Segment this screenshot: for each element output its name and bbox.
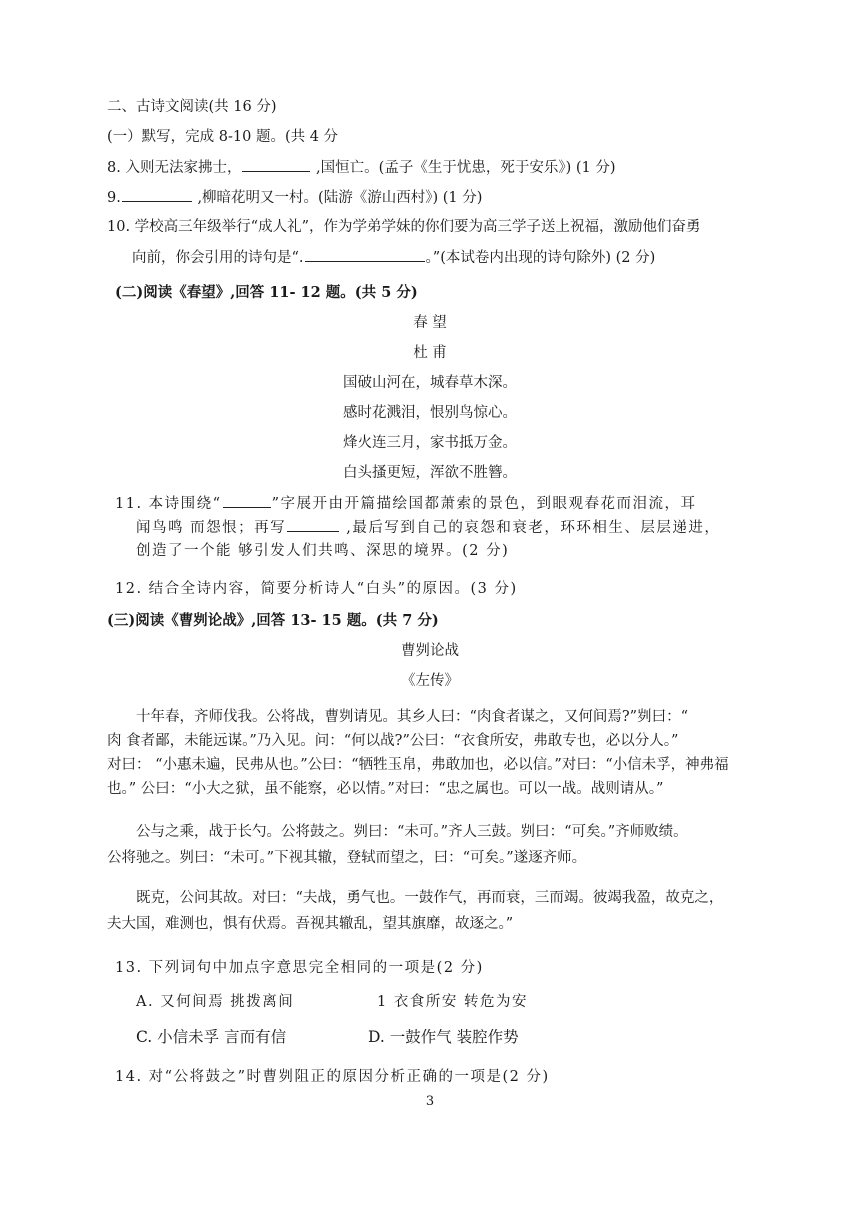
poem-line: 国破山河在，城春草木深。 — [343, 375, 517, 391]
question-8 — [107, 157, 616, 178]
q10-text-b: 。”(本试卷内出现的诗句除外) (2 分) — [425, 250, 656, 266]
question-11-line2 — [136, 517, 720, 538]
passage-line: 公将驰之。刿曰：“未可。”下视其辙，登轼而望之，曰：“可矣。”遂逐齐师。 — [107, 850, 587, 866]
q11-text-a: 11. 本诗围绕“ — [115, 496, 222, 512]
q8-answer-blank[interactable] — [242, 157, 310, 172]
passage-line: 夫大国，难测也，惧有伏焉。吾视其辙乱，望其旗靡，故逐之。” — [107, 916, 514, 932]
text-source: 《左传》 — [401, 673, 459, 689]
q13-option-b[interactable]: 1 衣食所安 转危为安 — [377, 994, 528, 1010]
text-title: 曹刿论战 — [401, 643, 459, 659]
passage-line: 十年春，齐师伐我。公将战，曹刿请见。其乡人曰：“肉食者谋之，又何间焉?”刿曰：“ — [136, 709, 689, 725]
question-13: 13. 下列词句中加点字意思完全相同的一项是(2 分) — [115, 960, 484, 976]
poem-line: 白头搔更短，浑欲不胜簪。 — [343, 465, 517, 481]
question-10-line2 — [132, 247, 655, 268]
q11-text-c: 闻鸟鸣 而怨恨；再写 — [136, 520, 287, 536]
passage-line: 对曰： “小惠未遍，民弗从也。”公曰：“牺牲玉帛，弗敢加也，必以信。”对曰：“小信未孚，神弗福 — [107, 757, 729, 773]
page-number: 3 — [425, 1094, 435, 1109]
poem-line: 烽火连三月，家书抵万金。 — [343, 435, 517, 451]
passage-line: 既克，公问其故。对曰：“夫战，勇气也。一鼓作气，再而衰，三而竭。彼竭我盈，故克之， — [136, 890, 724, 906]
q8-text-b: ,国恒亡。(孟子《生于忧患，死于安乐》) (1 分) — [311, 160, 616, 176]
poem-author: 杜 甫 — [413, 345, 447, 361]
question-9 — [107, 187, 482, 208]
poem-title: 春 望 — [413, 315, 447, 331]
q8-text-a: 8. 入则无法家拂士， — [107, 160, 242, 176]
passage-line: 也。” 公曰：“小大之狱，虽不能察，必以情。”对曰：“忠之属也。可以一战。战则请从。” — [107, 781, 664, 797]
q9-text-b: ,柳暗花明又一村。(陆游《游山西村》) (1 分) — [192, 190, 483, 206]
q11-text-d: ,最后写到自己的哀怨和衰老，环环相生、层层递进， — [340, 520, 721, 536]
passage-line: 肉 食者鄙，未能远谋。”乃入见。问：“何以战?”公曰：“衣食所安，弗敢专也，必以分人。” — [107, 733, 679, 749]
q11-blank-2[interactable] — [287, 517, 339, 532]
part2-heading: (二)阅读《春望》,回答 11- 12 题。(共 5 分) — [115, 284, 418, 301]
q11-text-b: ”字展开由开篇描绘国都萧索的景色，到眼观春花而泪流，耳 — [271, 496, 697, 512]
q13-option-a[interactable]: A. 又何间焉 挑拨离间 — [136, 994, 295, 1010]
q10-text-a: 向前，你会引用的诗句是“. — [132, 250, 304, 266]
question-14: 14. 对“公将鼓之”时曹刿阻正的原因分析正确的一项是(2 分) — [115, 1069, 550, 1085]
part1-heading: (一）默写，完成 8-10 题。(共 4 分 — [107, 129, 339, 145]
q13-option-d[interactable]: D. 一鼓作气 装腔作势 — [368, 1028, 519, 1046]
q9-answer-blank[interactable] — [122, 187, 192, 202]
passage-line: 公与之乘，战于长勺。公将鼓之。刿曰：“未可。”齐人三鼓。刿曰：“可矣。”齐师败绩。 — [136, 824, 688, 840]
q9-text-a: 9. — [107, 190, 121, 206]
q13-option-c[interactable]: C. 小信未孚 言而有信 — [136, 1028, 287, 1046]
poem-line: 感时花溅泪，恨别鸟惊心。 — [343, 405, 517, 421]
section-title: 二、古诗文阅读(共 16 分) — [107, 99, 277, 115]
question-12: 12. 结合全诗内容，简要分析诗人“白头”的原因。(3 分) — [115, 581, 518, 597]
q10-answer-blank[interactable] — [305, 247, 425, 262]
part3-heading: (三)阅读《曹刿论战》,回答 13- 15 题。(共 7 分) — [107, 612, 439, 629]
question-11-line1 — [115, 493, 697, 514]
question-10-line1: 10. 学校高三年级举行“成人礼”，作为学弟学妹的你们要为高三学子送上祝福，激励他们奋勇 — [107, 219, 701, 235]
q11-blank-1[interactable] — [223, 493, 271, 508]
question-11-line3: 创造了一个能 够引发人们共鸣、深思的境界。(2 分) — [136, 543, 510, 559]
